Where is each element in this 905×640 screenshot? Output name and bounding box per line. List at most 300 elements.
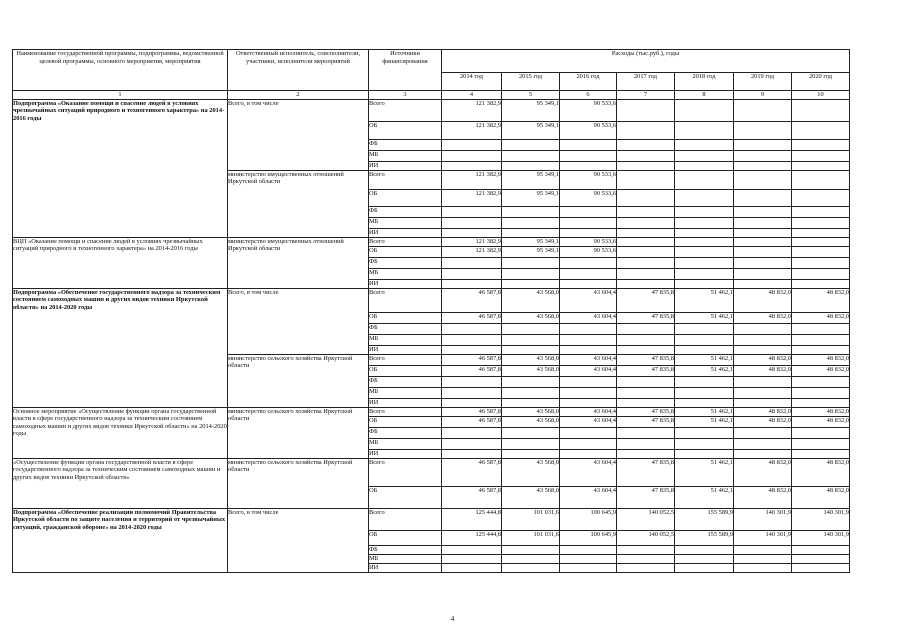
expense-value-cell: 101 031,6: [502, 530, 560, 545]
expense-value-cell: [617, 438, 675, 449]
executor-cell: Всего, в том числе: [228, 99, 369, 170]
funding-source-cell: Всего: [369, 508, 442, 530]
expense-value-cell: 43 568,0: [502, 288, 560, 312]
funding-source-cell: ОБ: [369, 416, 442, 427]
expense-value-cell: [442, 387, 502, 398]
expense-value-cell: [502, 217, 560, 228]
expense-value-cell: [734, 323, 792, 334]
expense-value-cell: [442, 334, 502, 345]
expense-value-cell: [442, 438, 502, 449]
funding-source-cell: ИИ: [369, 279, 442, 288]
expense-value-cell: [675, 170, 734, 189]
expense-value-cell: [442, 206, 502, 217]
table-row: [13, 99, 850, 121]
expense-value-cell: 43 568,0: [502, 365, 560, 376]
funding-source-cell: ИИ: [369, 161, 442, 170]
header-year-1: 2014 год: [442, 73, 502, 91]
expense-value-cell: [792, 246, 850, 257]
expense-value-cell: 48 832,0: [734, 407, 792, 416]
expense-value-cell: [675, 345, 734, 354]
expense-value-cell: [675, 257, 734, 268]
expense-value-cell: 48 832,0: [734, 354, 792, 365]
expense-value-cell: [502, 228, 560, 237]
header-row: [13, 50, 850, 73]
expense-value-cell: [675, 268, 734, 279]
expense-value-cell: [502, 554, 560, 563]
expense-value-cell: [442, 268, 502, 279]
expense-value-cell: [792, 427, 850, 438]
expense-value-cell: [502, 563, 560, 572]
expense-value-cell: [502, 323, 560, 334]
expense-value-cell: [442, 257, 502, 268]
expense-value-cell: [442, 376, 502, 387]
expense-value-cell: 47 835,8: [617, 288, 675, 312]
expense-value-cell: [502, 139, 560, 150]
expense-value-cell: 43 604,4: [560, 288, 617, 312]
expense-value-cell: [792, 345, 850, 354]
column-number-5: 5: [502, 91, 560, 100]
expense-value-cell: 48 832,0: [734, 365, 792, 376]
expense-value-cell: 46 587,8: [442, 458, 502, 486]
executor-cell: министерство сельского хозяйства Иркутской области: [228, 407, 369, 458]
funding-source-cell: ОБ: [369, 189, 442, 206]
expense-value-cell: 125 444,8: [442, 530, 502, 545]
expense-value-cell: [442, 554, 502, 563]
expense-value-cell: [675, 323, 734, 334]
expense-value-cell: 121 382,9: [442, 170, 502, 189]
table-row: [13, 237, 850, 246]
expense-value-cell: 43 604,4: [560, 312, 617, 323]
expense-value-cell: [442, 161, 502, 170]
expense-value-cell: [617, 246, 675, 257]
expense-value-cell: 43 568,0: [502, 416, 560, 427]
expense-value-cell: [734, 268, 792, 279]
expense-value-cell: [734, 189, 792, 206]
expense-value-cell: [734, 257, 792, 268]
funding-source-cell: ОБ: [369, 121, 442, 139]
expense-value-cell: 48 832,0: [792, 458, 850, 486]
expense-value-cell: 95 349,1: [502, 237, 560, 246]
expense-value-cell: [442, 217, 502, 228]
expense-value-cell: [617, 545, 675, 554]
expense-value-cell: [792, 237, 850, 246]
expense-value-cell: [734, 345, 792, 354]
expense-value-cell: [617, 99, 675, 121]
expense-value-cell: [560, 206, 617, 217]
header-number-row: [13, 91, 850, 100]
expense-value-cell: [502, 279, 560, 288]
expense-value-cell: [792, 323, 850, 334]
expense-value-cell: 121 382,9: [442, 189, 502, 206]
expense-value-cell: 46 587,8: [442, 486, 502, 508]
funding-source-cell: ФБ: [369, 206, 442, 217]
expense-value-cell: 48 832,0: [792, 365, 850, 376]
funding-source-cell: ФБ: [369, 139, 442, 150]
expense-value-cell: [442, 449, 502, 458]
expense-value-cell: [734, 206, 792, 217]
expense-value-cell: 48 832,0: [792, 416, 850, 427]
expense-value-cell: [617, 398, 675, 407]
expense-value-cell: [675, 563, 734, 572]
expense-value-cell: [617, 121, 675, 139]
expense-value-cell: [560, 345, 617, 354]
program-name: Подпрограмма «Оказание помощи и спасение людей в условиях чрезвычайных ситуаций природного и техногенного характера» на 2014-2016 годы: [13, 99, 228, 237]
expense-value-cell: [675, 449, 734, 458]
expense-value-cell: [617, 563, 675, 572]
expense-value-cell: 47 835,8: [617, 312, 675, 323]
expense-value-cell: 48 832,0: [734, 416, 792, 427]
funding-source-cell: ФБ: [369, 257, 442, 268]
expense-value-cell: [675, 237, 734, 246]
table-row: [13, 508, 850, 530]
expense-value-cell: [617, 279, 675, 288]
expense-value-cell: 140 052,5: [617, 530, 675, 545]
expense-value-cell: [617, 323, 675, 334]
page-number: 4: [450, 615, 455, 623]
table-row: [13, 288, 850, 312]
expense-value-cell: 121 382,9: [442, 99, 502, 121]
expense-value-cell: [560, 323, 617, 334]
column-number-2: 2: [228, 91, 369, 100]
expense-value-cell: [502, 268, 560, 279]
expense-value-cell: [675, 387, 734, 398]
expense-value-cell: [560, 545, 617, 554]
expense-value-cell: [560, 398, 617, 407]
expense-value-cell: [560, 257, 617, 268]
expense-value-cell: [734, 217, 792, 228]
expense-value-cell: 140 301,9: [792, 508, 850, 530]
expense-value-cell: 47 835,8: [617, 407, 675, 416]
expense-value-cell: [502, 449, 560, 458]
expense-value-cell: 47 835,8: [617, 486, 675, 508]
expense-value-cell: [792, 376, 850, 387]
funding-source-cell: Всего: [369, 288, 442, 312]
table-row: [13, 407, 850, 416]
expense-value-cell: [560, 161, 617, 170]
funding-source-cell: ИИ: [369, 345, 442, 354]
expense-value-cell: 101 031,6: [502, 508, 560, 530]
expense-value-cell: [675, 189, 734, 206]
executor-cell: министерство сельского хозяйства Иркутской области: [228, 354, 369, 407]
expense-value-cell: [675, 545, 734, 554]
expense-value-cell: 46 587,8: [442, 312, 502, 323]
expense-value-cell: [617, 334, 675, 345]
header-year-4: 2017 год: [617, 73, 675, 91]
expense-value-cell: 51 462,1: [675, 416, 734, 427]
funding-source-cell: ИИ: [369, 228, 442, 237]
program-name: Основное мероприятие «Осуществление функции органа государственной власти в сфере государственного надзора за техническим состоянием самоходных машин и других видов техники Иркутской области» на 2014-2020 годы: [13, 407, 228, 458]
expense-value-cell: 48 832,0: [792, 288, 850, 312]
expense-value-cell: 43 568,0: [502, 312, 560, 323]
expense-value-cell: [442, 545, 502, 554]
expense-value-cell: [734, 246, 792, 257]
expense-value-cell: [442, 398, 502, 407]
expense-value-cell: [560, 150, 617, 161]
expense-value-cell: 95 349,1: [502, 121, 560, 139]
funding-source-cell: Всего: [369, 99, 442, 121]
expense-value-cell: [442, 323, 502, 334]
expense-value-cell: [617, 237, 675, 246]
header-year-3: 2016 год: [560, 73, 617, 91]
expense-value-cell: 48 832,0: [734, 288, 792, 312]
expense-value-cell: 48 832,0: [734, 486, 792, 508]
expense-value-cell: [675, 206, 734, 217]
expense-value-cell: 51 462,1: [675, 486, 734, 508]
expense-value-cell: [792, 228, 850, 237]
expense-value-cell: 48 832,0: [734, 312, 792, 323]
column-number-10: 10: [792, 91, 850, 100]
expense-value-cell: [502, 345, 560, 354]
expense-value-cell: [675, 427, 734, 438]
expense-value-cell: [675, 228, 734, 237]
expense-value-cell: 125 444,8: [442, 508, 502, 530]
expense-value-cell: [792, 217, 850, 228]
expense-value-cell: [502, 427, 560, 438]
expense-value-cell: [617, 554, 675, 563]
expense-value-cell: 140 301,9: [792, 530, 850, 545]
expense-value-cell: [792, 139, 850, 150]
expense-value-cell: [560, 279, 617, 288]
funding-source-cell: Всего: [369, 458, 442, 486]
expense-value-cell: [502, 161, 560, 170]
header-year-7: 2020 год: [792, 73, 850, 91]
expense-value-cell: [560, 334, 617, 345]
expense-value-cell: [617, 161, 675, 170]
expense-value-cell: [617, 189, 675, 206]
expenses-table: [12, 49, 850, 573]
expense-value-cell: [734, 563, 792, 572]
expense-value-cell: [792, 161, 850, 170]
funding-source-cell: ИИ: [369, 449, 442, 458]
funding-source-cell: ОБ: [369, 530, 442, 545]
expense-value-cell: 51 462,1: [675, 458, 734, 486]
expense-value-cell: 47 835,8: [617, 416, 675, 427]
expense-value-cell: [617, 345, 675, 354]
funding-source-cell: МБ: [369, 334, 442, 345]
expense-value-cell: [734, 99, 792, 121]
program-name: «Осуществление функции органа государственной власти в сфере государственного надзора за техническим состоянием самоходных машин и других видов техники Иркутской области»: [13, 458, 228, 508]
expense-value-cell: 100 645,9: [560, 530, 617, 545]
expense-value-cell: [792, 257, 850, 268]
expense-value-cell: 43 604,4: [560, 354, 617, 365]
expense-value-cell: [675, 161, 734, 170]
expense-value-cell: [617, 449, 675, 458]
expense-value-cell: 90 533,6: [560, 170, 617, 189]
program-name: Подпрограмма «Обеспечение реализации полномочий Правительства Иркутской области по защите населения и территорий от чрезвычайных ситуаций, гражданской обороне» на 2014-2020 годы: [13, 508, 228, 572]
funding-source-cell: Всего: [369, 170, 442, 189]
expense-value-cell: [792, 398, 850, 407]
funding-source-cell: Всего: [369, 237, 442, 246]
executor-cell: Всего, в том числе: [228, 288, 369, 354]
expense-value-cell: [792, 268, 850, 279]
expense-value-cell: [675, 150, 734, 161]
funding-source-cell: Всего: [369, 354, 442, 365]
expense-value-cell: [502, 257, 560, 268]
expense-value-cell: [502, 150, 560, 161]
header-expenses: Расходы (тыс.руб.), годы: [442, 50, 850, 73]
funding-source-cell: МБ: [369, 438, 442, 449]
expense-value-cell: [675, 99, 734, 121]
expense-value-cell: [560, 563, 617, 572]
expense-value-cell: [442, 150, 502, 161]
expense-value-cell: [675, 246, 734, 257]
expense-value-cell: [734, 554, 792, 563]
expense-value-cell: 90 533,6: [560, 246, 617, 257]
expense-value-cell: 90 533,6: [560, 99, 617, 121]
expense-value-cell: [675, 554, 734, 563]
funding-source-cell: ОБ: [369, 312, 442, 323]
table-body: [13, 50, 850, 573]
expense-value-cell: 95 349,1: [502, 189, 560, 206]
header-year-5: 2018 год: [675, 73, 734, 91]
column-number-7: 7: [617, 91, 675, 100]
expense-value-cell: 48 832,0: [792, 486, 850, 508]
funding-source-cell: ОБ: [369, 365, 442, 376]
expense-value-cell: 46 587,8: [442, 354, 502, 365]
expense-value-cell: [734, 139, 792, 150]
expense-value-cell: [734, 161, 792, 170]
expense-value-cell: 43 568,0: [502, 407, 560, 416]
expense-value-cell: [617, 170, 675, 189]
expense-value-cell: 121 382,9: [442, 246, 502, 257]
expense-value-cell: [675, 139, 734, 150]
funding-source-cell: ОБ: [369, 486, 442, 508]
expense-value-cell: [792, 438, 850, 449]
funding-source-cell: МБ: [369, 150, 442, 161]
expense-value-cell: 43 568,0: [502, 486, 560, 508]
executor-cell: министерство сельского хозяйства Иркутской области: [228, 458, 369, 508]
funding-source-cell: Всего: [369, 407, 442, 416]
funding-source-cell: МБ: [369, 554, 442, 563]
expense-value-cell: 90 533,6: [560, 237, 617, 246]
expense-value-cell: [502, 387, 560, 398]
expense-value-cell: [734, 170, 792, 189]
expense-value-cell: [442, 345, 502, 354]
expense-value-cell: 48 832,0: [792, 312, 850, 323]
expense-value-cell: 140 052,5: [617, 508, 675, 530]
expense-value-cell: 43 604,4: [560, 365, 617, 376]
expense-value-cell: [792, 99, 850, 121]
expense-value-cell: 46 587,8: [442, 416, 502, 427]
expense-value-cell: [560, 228, 617, 237]
expense-value-cell: [734, 237, 792, 246]
expense-value-cell: [734, 150, 792, 161]
expense-value-cell: 140 301,9: [734, 508, 792, 530]
expense-value-cell: [792, 387, 850, 398]
expense-value-cell: [792, 334, 850, 345]
expense-value-cell: 121 382,9: [442, 237, 502, 246]
expense-value-cell: [442, 228, 502, 237]
expense-value-cell: [617, 257, 675, 268]
expense-value-cell: 100 645,9: [560, 508, 617, 530]
expense-value-cell: [560, 217, 617, 228]
expense-value-cell: 95 349,1: [502, 170, 560, 189]
expense-value-cell: [734, 398, 792, 407]
expense-value-cell: [734, 387, 792, 398]
funding-source-cell: МБ: [369, 387, 442, 398]
expense-value-cell: 47 835,8: [617, 354, 675, 365]
expense-value-cell: 51 462,1: [675, 407, 734, 416]
expense-value-cell: [617, 139, 675, 150]
expense-value-cell: 46 587,8: [442, 407, 502, 416]
expense-value-cell: [792, 189, 850, 206]
expense-value-cell: [734, 438, 792, 449]
expense-value-cell: [617, 228, 675, 237]
expense-value-cell: [675, 279, 734, 288]
expense-value-cell: 51 462,1: [675, 365, 734, 376]
funding-source-cell: ИИ: [369, 398, 442, 407]
executor-cell: Всего, в том числе: [228, 508, 369, 572]
expense-value-cell: 121 382,9: [442, 121, 502, 139]
expense-value-cell: 48 832,0: [792, 354, 850, 365]
funding-source-cell: ФБ: [369, 545, 442, 554]
expense-value-cell: [792, 121, 850, 139]
header-source: Источники финансирования: [369, 50, 442, 91]
expense-value-cell: [560, 427, 617, 438]
expense-value-cell: 140 301,9: [734, 530, 792, 545]
expense-value-cell: [560, 387, 617, 398]
program-name: Подпрограмма «Обеспечение государственного надзора за техническим состоянием самоходных машин и других видов техники Иркутской области» на 2014-2020 годы: [13, 288, 228, 407]
expense-value-cell: [442, 563, 502, 572]
column-number-6: 6: [560, 91, 617, 100]
expense-value-cell: [734, 228, 792, 237]
expense-value-cell: 43 568,0: [502, 458, 560, 486]
expense-value-cell: 48 832,0: [792, 407, 850, 416]
expense-value-cell: [792, 545, 850, 554]
expense-value-cell: 43 568,0: [502, 354, 560, 365]
column-number-1: 1: [13, 91, 228, 100]
expense-value-cell: [792, 449, 850, 458]
funding-source-cell: ОБ: [369, 246, 442, 257]
column-number-3: 3: [369, 91, 442, 100]
expense-value-cell: [502, 376, 560, 387]
expense-value-cell: [792, 554, 850, 563]
expense-value-cell: [675, 438, 734, 449]
expense-value-cell: 51 462,1: [675, 354, 734, 365]
expense-value-cell: 46 587,8: [442, 288, 502, 312]
expense-value-cell: [734, 279, 792, 288]
expense-value-cell: [734, 376, 792, 387]
expense-value-cell: [792, 150, 850, 161]
expense-value-cell: [617, 150, 675, 161]
expense-value-cell: [675, 217, 734, 228]
expense-value-cell: [792, 563, 850, 572]
expense-value-cell: 43 604,4: [560, 416, 617, 427]
expense-value-cell: [617, 217, 675, 228]
expense-value-cell: [560, 268, 617, 279]
expense-value-cell: [734, 427, 792, 438]
expense-value-cell: [792, 170, 850, 189]
funding-source-cell: ИИ: [369, 563, 442, 572]
executor-cell: министерство имущественных отношений Иркутской области: [228, 170, 369, 237]
expense-value-cell: [734, 121, 792, 139]
table-row: [13, 458, 850, 486]
expense-value-cell: [734, 334, 792, 345]
funding-source-cell: МБ: [369, 268, 442, 279]
expense-value-cell: [617, 268, 675, 279]
expense-value-cell: 51 462,1: [675, 288, 734, 312]
expense-value-cell: [675, 398, 734, 407]
expense-value-cell: 47 835,8: [617, 365, 675, 376]
expense-value-cell: [560, 376, 617, 387]
expense-value-cell: [617, 387, 675, 398]
expense-value-cell: [560, 554, 617, 563]
expense-value-cell: [442, 427, 502, 438]
column-number-9: 9: [734, 91, 792, 100]
expense-value-cell: [617, 376, 675, 387]
expense-value-cell: 46 587,8: [442, 365, 502, 376]
expense-value-cell: [734, 449, 792, 458]
